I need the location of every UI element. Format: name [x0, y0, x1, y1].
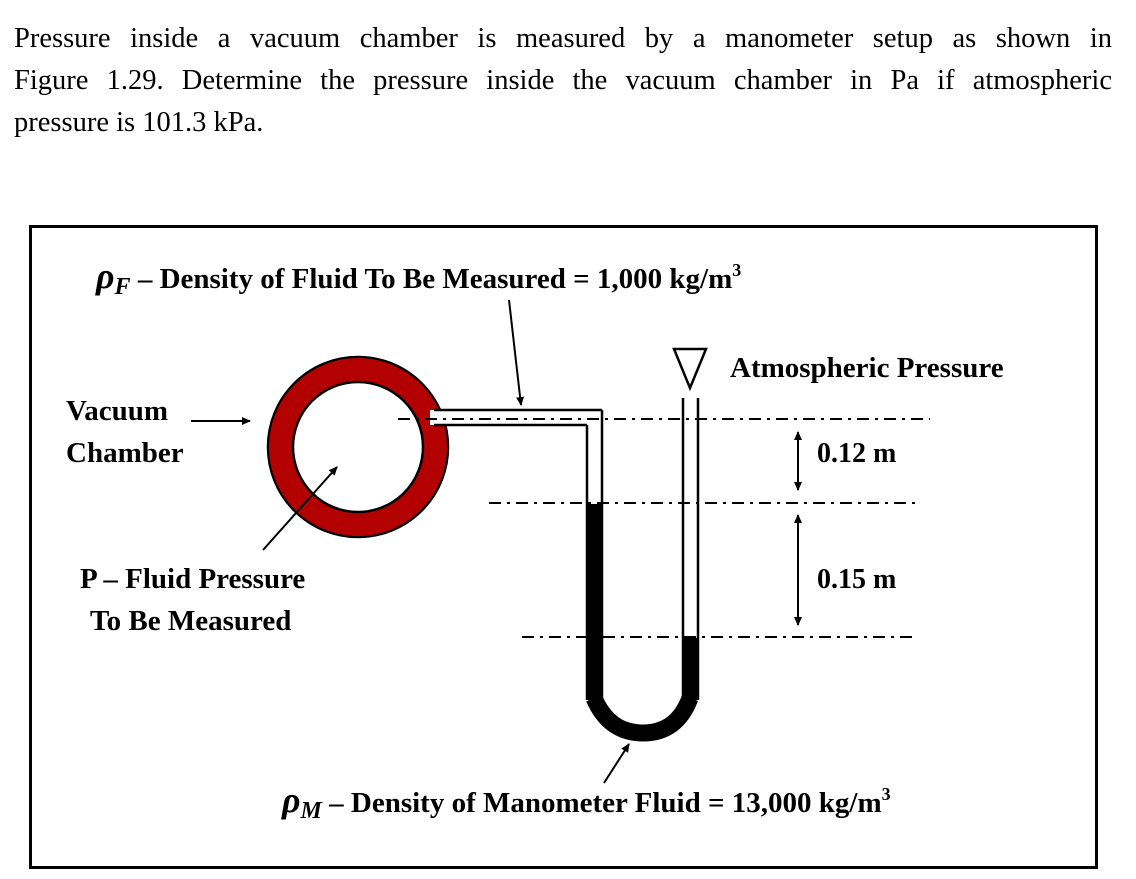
rho-m-label: $\rho_M$ – Density of Manometer Fluid = 13,000 $kg/m^3$ [282, 780, 891, 824]
rho-f-label: $\rho_F$ – Density of Fluid To Be Measured = 1,000 $kg/m^3$ [96, 256, 742, 300]
dim-upper-label: 0.12 m [817, 438, 897, 469]
manometer-fluid-right [683, 638, 698, 700]
vacuum-chamber-inner [293, 382, 423, 512]
manometer-fluid-left [587, 504, 602, 700]
dim-lower-label: 0.15 m [817, 564, 897, 595]
problem-line-2: Figure 1.29. Determine the pressure inside the vacuum chamber in Pa if atmospheric [14, 65, 1112, 96]
manometer-fluid-bend [594, 698, 690, 733]
vacuum-label-line-1: Vacuum [66, 395, 169, 427]
p-label-line-1: P – Fluid Pressure [80, 563, 306, 595]
atmospheric-triangle-icon [674, 349, 706, 388]
rho-f-arrow [509, 300, 521, 405]
vacuum-label-line-2: Chamber [66, 437, 184, 469]
problem-line-1: Pressure inside a vacuum chamber is measured by a manometer setup as shown in [14, 23, 1112, 54]
rho-m-arrow [604, 744, 629, 783]
atmospheric-label: Atmospheric Pressure [730, 352, 1004, 384]
connecting-pipe-fill [430, 410, 602, 425]
p-label-line-2: To Be Measured [90, 605, 292, 637]
problem-line-3: pressure is 101.3 kPa. [14, 107, 264, 138]
